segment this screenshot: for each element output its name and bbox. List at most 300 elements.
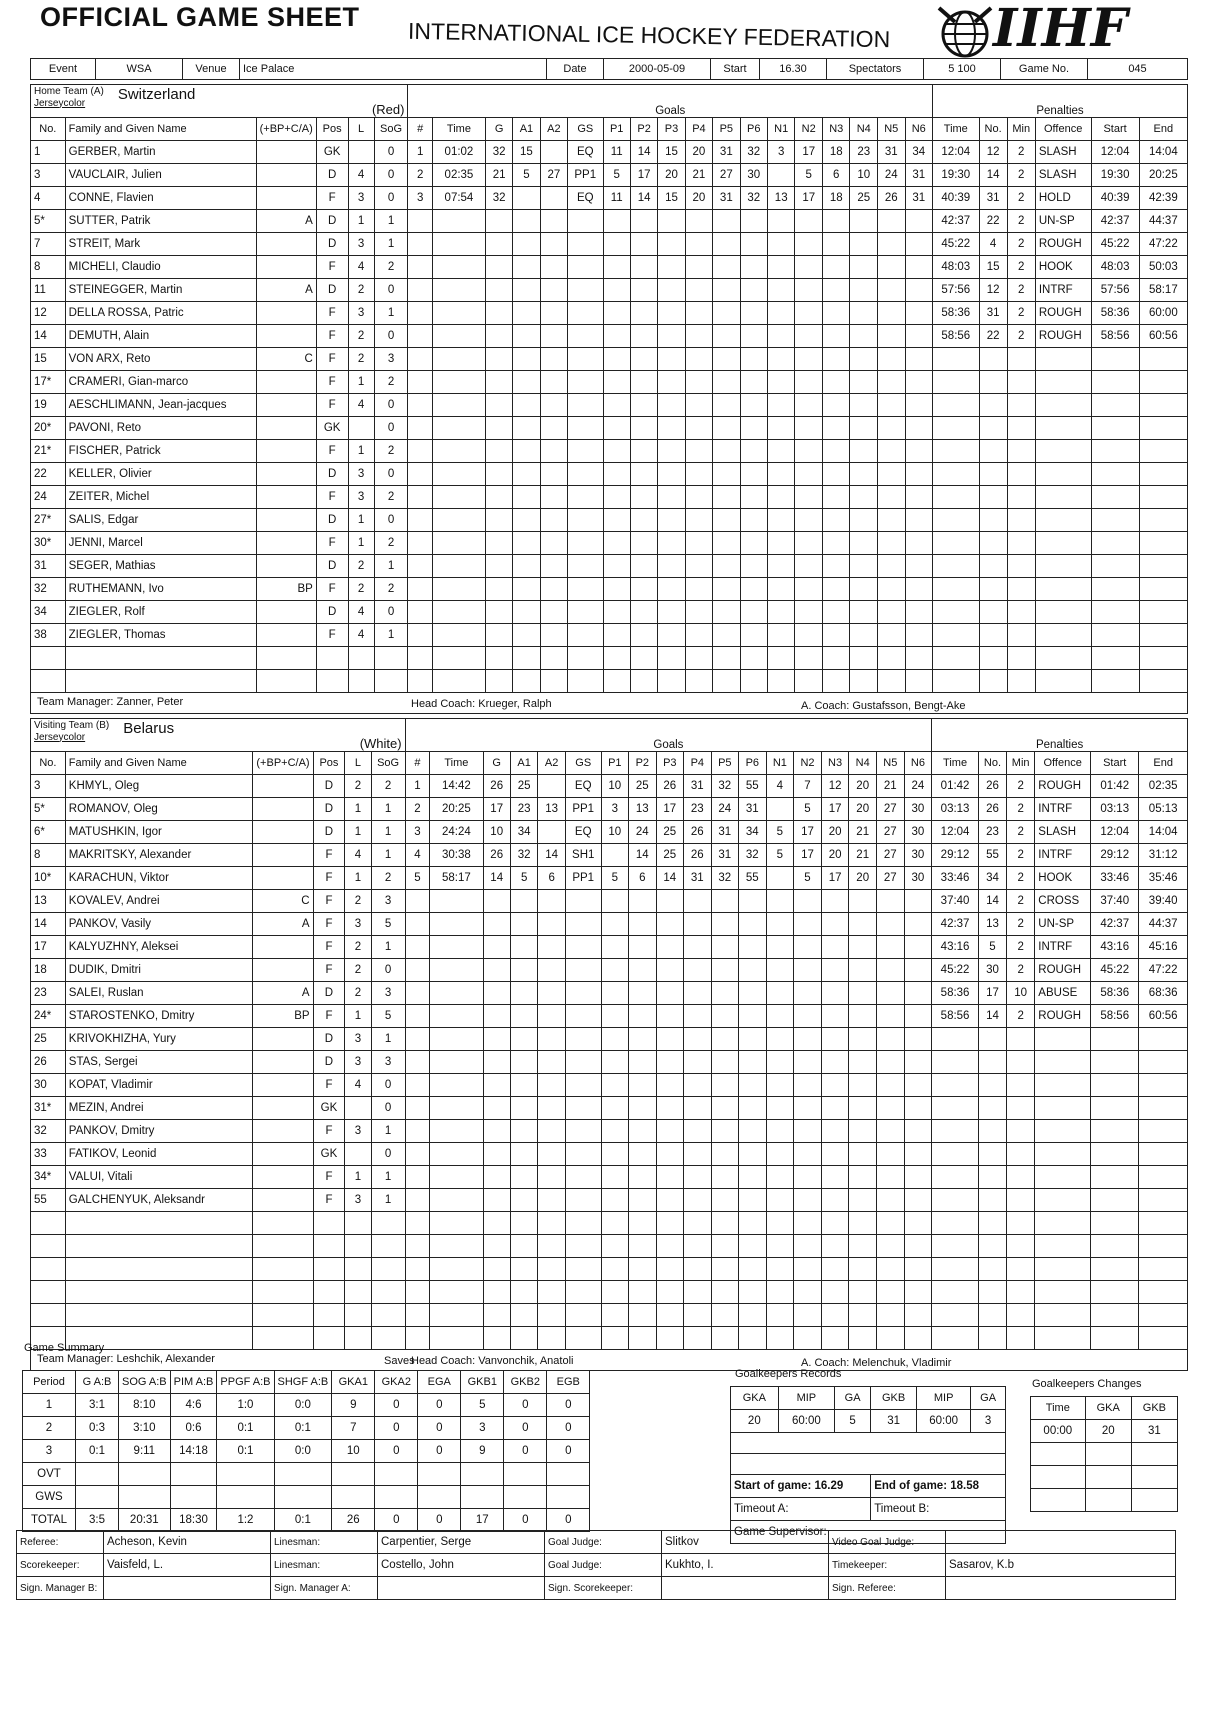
summary-cell [274, 1486, 332, 1509]
visit-player-pos [313, 1327, 345, 1350]
visit-goal-cell [766, 798, 794, 821]
visit-goal-cell [601, 982, 629, 1005]
visit-penalty-cell: 45:22 [1091, 959, 1139, 982]
visit-penalty-cell: 03:13 [932, 798, 979, 821]
visit-goal-cell [405, 1327, 430, 1350]
home-goal-cell: 24 [878, 164, 906, 187]
visit-goal-cell [877, 1074, 905, 1097]
home-goal-cell [568, 624, 603, 647]
visit-goal-cell [629, 913, 657, 936]
home-goal-cell [630, 509, 657, 532]
home-goal-cell: 21 [685, 164, 712, 187]
home-player-pos: D [316, 601, 348, 624]
visit-penalty-cell: 13 [978, 913, 1006, 936]
visit-goal-cell [510, 1074, 538, 1097]
gk-col-4: MIP [917, 1387, 971, 1410]
visit-penalty-cell: 55 [978, 844, 1006, 867]
home-goal-cell [485, 463, 512, 486]
visit-penalty-cell [1139, 1304, 1188, 1327]
home-col-gs: GS [568, 118, 603, 141]
home-goal-cell [540, 394, 567, 417]
visit-col-p1: P1 [601, 752, 629, 775]
home-goal-cell [905, 394, 933, 417]
visit-penalty-cell [1007, 1143, 1035, 1166]
home-goal-cell [513, 371, 540, 394]
home-goal-cell: 25 [850, 187, 878, 210]
visit-penalty-cell: 2 [1007, 890, 1035, 913]
goalkeepers-changes-label: Goalkeepers Changes [1032, 1378, 1142, 1390]
home-goal-cell [485, 417, 512, 440]
home-goal-cell [513, 624, 540, 647]
visit-player-role [253, 844, 313, 867]
goal-judge1-label: Goal Judge: [545, 1531, 662, 1554]
home-player-row [31, 647, 1188, 670]
home-player-l: 3 [348, 486, 374, 509]
home-penalty-cell [1035, 440, 1091, 463]
home-goal-cell [878, 302, 906, 325]
home-penalty-cell [1035, 371, 1091, 394]
visit-goal-cell [565, 890, 601, 913]
home-goal-cell [850, 302, 878, 325]
summary-cell: 0:1 [217, 1440, 274, 1463]
visit-player-pos: F [313, 867, 345, 890]
home-goal-cell [432, 624, 485, 647]
visit-player-l: 3 [345, 1189, 371, 1212]
home-goal-cell [432, 509, 485, 532]
visit-goal-cell [510, 959, 538, 982]
visit-goal-cell [405, 1143, 430, 1166]
home-player-role [256, 647, 316, 670]
visit-goal-cell [904, 1327, 932, 1350]
game-summary-table [22, 1370, 590, 1532]
visit-goal-cell [510, 982, 538, 1005]
home-goal-cell [850, 325, 878, 348]
home-player-pos: D [316, 164, 348, 187]
home-player-l: 2 [348, 578, 374, 601]
home-goal-cell [568, 578, 603, 601]
home-goal-cell [767, 302, 795, 325]
timeout-b: Timeout B: [871, 1498, 1006, 1521]
visit-penalty-cell [932, 1304, 979, 1327]
visit-goal-cell: 27 [877, 867, 905, 890]
visit-goal-cell [405, 982, 430, 1005]
home-goal-cell [485, 624, 512, 647]
home-goal-cell [905, 417, 933, 440]
home-player-role: BP [256, 578, 316, 601]
visit-penalty-cell: 37:40 [932, 890, 979, 913]
home-penalty-cell: 2 [1007, 187, 1035, 210]
visit-penalty-cell [1035, 1166, 1091, 1189]
home-goal-cell [513, 210, 540, 233]
visit-goal-cell [430, 890, 483, 913]
visit-player-name: STAS, Sergei [65, 1051, 253, 1074]
home-goal-cell [878, 463, 906, 486]
visit-penalty-cell: 2 [1007, 867, 1035, 890]
visit-goal-cell [684, 1005, 712, 1028]
home-goal-cell [513, 394, 540, 417]
home-penalty-cell [1035, 486, 1091, 509]
visit-penalty-cell [1091, 1028, 1139, 1051]
home-goal-cell [603, 348, 630, 371]
visit-goal-cell [601, 913, 629, 936]
home-player-pos: D [316, 463, 348, 486]
home-goal-cell [630, 417, 657, 440]
visit-goal-cell [483, 890, 510, 913]
home-penalty-cell: 60:56 [1139, 325, 1187, 348]
visit-goal-cell: 23 [510, 798, 538, 821]
visit-col-n5: N5 [877, 752, 905, 775]
visit-goal-cell [656, 1028, 684, 1051]
visit-goal-cell [629, 936, 657, 959]
home-penalty-cell: 45:22 [933, 233, 980, 256]
home-goal-cell [540, 555, 567, 578]
home-goal-cell: 32 [485, 141, 512, 164]
visit-goal-cell [794, 1166, 822, 1189]
home-goal-cell [568, 601, 603, 624]
visit-player-no: 23 [31, 982, 66, 1005]
visit-penalty-cell: 39:40 [1139, 890, 1188, 913]
home-goal-cell [630, 578, 657, 601]
visit-penalty-cell [1139, 1281, 1188, 1304]
visit-goal-cell [629, 1028, 657, 1051]
visit-goal-cell [405, 890, 430, 913]
visit-penalty-cell: 33:46 [932, 867, 979, 890]
visit-col-l: L [345, 752, 371, 775]
visit-player-l: 1 [345, 1166, 371, 1189]
home-goal-cell [658, 302, 685, 325]
visit-penalty-cell: ROUGH [1035, 1005, 1091, 1028]
home-goal-cell [850, 440, 878, 463]
visit-goal-cell [510, 1120, 538, 1143]
home-penalty-cell: 19:30 [933, 164, 980, 187]
summary-cell [418, 1463, 461, 1486]
visit-goal-cell: 7 [794, 775, 822, 798]
visit-goal-cell [430, 959, 483, 982]
home-player-row [31, 279, 1188, 302]
home-goal-cell [713, 348, 740, 371]
visit-goal-cell [656, 1005, 684, 1028]
visit-goal-cell [766, 913, 794, 936]
visit-goal-cell [684, 982, 712, 1005]
visit-goal-cell [877, 982, 905, 1005]
visit-goal-cell [877, 913, 905, 936]
home-goal-cell [767, 417, 795, 440]
summary-cell [332, 1463, 375, 1486]
visit-penalty-cell [1091, 1212, 1139, 1235]
visit-goal-cell [821, 959, 849, 982]
visit-goal-cell [601, 1235, 629, 1258]
home-goal-cell [822, 325, 850, 348]
visit-goal-cell [601, 844, 629, 867]
visit-goal-cell [849, 1235, 877, 1258]
home-col-num: # [408, 118, 432, 141]
home-goal-cell [658, 532, 685, 555]
home-goal-cell [767, 210, 795, 233]
summary-row [23, 1417, 590, 1440]
visit-goal-cell [766, 1097, 794, 1120]
home-goal-cell [740, 463, 767, 486]
home-penalty-cell [1139, 670, 1187, 693]
home-goal-cell [740, 647, 767, 670]
home-penalty-cell [933, 601, 980, 624]
visit-goal-cell [656, 1051, 684, 1074]
visit-col-offence: Offence [1035, 752, 1091, 775]
visit-goal-cell: 25 [510, 775, 538, 798]
home-goal-cell [905, 256, 933, 279]
visit-player-sog [371, 1212, 405, 1235]
home-goal-cell [485, 233, 512, 256]
game-supervisor: Game Supervisor: [731, 1521, 1006, 1544]
end-of-game: End of game: 18.58 [871, 1475, 1006, 1498]
visit-goal-cell [538, 1258, 566, 1281]
home-goal-cell [658, 394, 685, 417]
home-goal-cell [713, 578, 740, 601]
home-goal-cell [630, 279, 657, 302]
visit-player-no: 10* [31, 867, 66, 890]
visit-goal-cell [629, 1097, 657, 1120]
home-player-pos: D [316, 279, 348, 302]
home-goal-cell [658, 670, 685, 693]
visit-col-n6: N6 [904, 752, 932, 775]
visit-penalty-cell: SLASH [1035, 821, 1091, 844]
visit-goal-cell [849, 1143, 877, 1166]
visit-player-row [31, 798, 1188, 821]
home-goal-cell [850, 670, 878, 693]
visit-penalty-cell: ROUGH [1035, 775, 1091, 798]
summary-row [23, 1509, 590, 1532]
visit-goal-cell: 30 [904, 821, 932, 844]
venue-value: Ice Palace [240, 59, 547, 80]
home-goal-cell [408, 601, 432, 624]
home-goal-cell [540, 440, 567, 463]
home-penalty-cell: HOLD [1035, 187, 1091, 210]
home-penalty-cell: 2 [1007, 141, 1035, 164]
visit-goal-cell [565, 982, 601, 1005]
visit-goal-cell: 20 [821, 821, 849, 844]
home-player-sog: 0 [374, 164, 408, 187]
visit-penalty-cell [1035, 1120, 1091, 1143]
summary-cell: 1:2 [217, 1509, 274, 1532]
visit-goal-cell [565, 913, 601, 936]
home-goal-cell [713, 210, 740, 233]
visit-player-row [31, 1281, 1188, 1304]
visit-penalty-cell: 2 [1007, 798, 1035, 821]
home-goal-cell [630, 463, 657, 486]
linesman1-value: Carpentier, Serge [378, 1531, 545, 1554]
visit-col-num: # [405, 752, 430, 775]
home-goal-cell [432, 647, 485, 670]
home-penalty-cell [1139, 463, 1187, 486]
visit-goal-cell: 32 [711, 867, 739, 890]
officials-table [16, 1530, 1176, 1600]
home-goal-cell: 15 [513, 141, 540, 164]
visit-penalty-cell [1091, 1120, 1139, 1143]
home-goal-cell [767, 670, 795, 693]
visit-player-l [345, 1327, 371, 1350]
visit-goal-cell: 34 [510, 821, 538, 844]
visit-goal-cell: 14 [483, 867, 510, 890]
visit-goal-cell: 5 [766, 821, 794, 844]
home-goal-cell [568, 532, 603, 555]
visit-player-role [253, 1120, 313, 1143]
visit-player-pos: D [313, 775, 345, 798]
home-penalty-cell: 12 [979, 279, 1007, 302]
visit-col-n3: N3 [821, 752, 849, 775]
visit-goal-cell: 17 [483, 798, 510, 821]
visit-goal-cell [629, 1166, 657, 1189]
visit-goal-cell: 31 [711, 821, 739, 844]
home-goal-cell [408, 624, 432, 647]
home-col-role: (+BP+C/A) [256, 118, 316, 141]
home-goal-cell [850, 394, 878, 417]
home-goal-cell: 26 [878, 187, 906, 210]
visit-player-sog: 5 [371, 913, 405, 936]
visit-player-l: 3 [345, 913, 371, 936]
home-goal-cell [408, 578, 432, 601]
home-goal-cell [408, 279, 432, 302]
home-penalty-cell: 50:03 [1139, 256, 1187, 279]
home-goal-cell [485, 325, 512, 348]
home-goal-cell [767, 164, 795, 187]
summary-cell: 0 [504, 1394, 547, 1417]
visit-goal-cell [739, 1005, 767, 1028]
home-goal-cell [685, 509, 712, 532]
visit-goal-cell: 58:17 [430, 867, 483, 890]
visit-goal-cell [565, 1097, 601, 1120]
visit-goal-cell [684, 1258, 712, 1281]
home-penalty-cell [1035, 532, 1091, 555]
visit-col-n1: N1 [766, 752, 794, 775]
home-penalty-cell [933, 532, 980, 555]
start-of-game: Start of game: 16.29 [731, 1475, 871, 1498]
home-goal-cell [822, 555, 850, 578]
home-goal-cell: 10 [850, 164, 878, 187]
visit-goal-cell [483, 1281, 510, 1304]
visit-goal-cell [711, 982, 739, 1005]
visit-goal-cell [656, 1166, 684, 1189]
summary-cell: 20:31 [119, 1509, 171, 1532]
home-player-sog: 2 [374, 371, 408, 394]
visit-goal-cell [794, 1143, 822, 1166]
home-goal-cell [485, 486, 512, 509]
home-goal-cell [485, 279, 512, 302]
visit-goal-cell [430, 1212, 483, 1235]
timeout-a: Timeout A: [731, 1498, 871, 1521]
home-goal-cell [485, 210, 512, 233]
home-goal-cell [540, 348, 567, 371]
summary-cell [274, 1463, 332, 1486]
home-goal-cell [603, 325, 630, 348]
home-penalty-cell: ROUGH [1035, 233, 1091, 256]
home-goal-cell [540, 670, 567, 693]
home-col-p1: P1 [603, 118, 630, 141]
visit-goal-cell [483, 982, 510, 1005]
visit-player-name: KRIVOKHIZHA, Yury [65, 1028, 253, 1051]
home-goal-cell [540, 302, 567, 325]
visit-goal-cell [766, 890, 794, 913]
visit-col-pos: Pos [313, 752, 345, 775]
visit-player-no: 34* [31, 1166, 66, 1189]
home-goal-cell: 20 [685, 187, 712, 210]
home-player-sog [374, 670, 408, 693]
home-goal-cell [713, 555, 740, 578]
visit-goal-cell [711, 1212, 739, 1235]
visit-penalty-cell [1091, 1281, 1139, 1304]
visit-goal-cell [510, 1281, 538, 1304]
visit-goal-cell [656, 959, 684, 982]
home-col-pstart: Start [1091, 118, 1139, 141]
home-goal-cell [905, 325, 933, 348]
visit-goal-cell [877, 1028, 905, 1051]
home-goal-cell [513, 256, 540, 279]
visit-goal-cell [684, 1235, 712, 1258]
home-col-p3: P3 [658, 118, 685, 141]
visit-penalty-cell [978, 1074, 1006, 1097]
visit-goal-cell [601, 1327, 629, 1350]
home-player-row [31, 463, 1188, 486]
home-goal-cell [878, 578, 906, 601]
visit-goal-cell [794, 959, 822, 982]
summary-cell: 0:1 [274, 1509, 332, 1532]
home-goal-cell [795, 509, 823, 532]
visit-player-role [253, 1258, 313, 1281]
home-goal-cell [795, 647, 823, 670]
visit-goal-cell [538, 821, 566, 844]
home-goal-cell [767, 578, 795, 601]
home-goal-cell [513, 348, 540, 371]
visit-player-row [31, 1235, 1188, 1258]
home-goal-cell [540, 601, 567, 624]
visit-goal-cell [821, 1327, 849, 1350]
home-goal-cell: 01:02 [432, 141, 485, 164]
home-goal-cell [658, 417, 685, 440]
visit-goal-cell: 13 [629, 798, 657, 821]
gameno-value: 045 [1088, 59, 1188, 80]
home-team-label [31, 85, 408, 118]
visit-goal-cell [565, 959, 601, 982]
summary-cell [461, 1486, 504, 1509]
visit-goal-cell [538, 1189, 566, 1212]
visit-penalty-cell: 5 [978, 936, 1006, 959]
home-col-a1: A1 [513, 118, 540, 141]
visit-penalty-cell: 26 [978, 798, 1006, 821]
visit-goal-cell [629, 1074, 657, 1097]
home-goal-cell [603, 647, 630, 670]
home-player-row [31, 141, 1188, 164]
home-player-name: SALIS, Edgar [65, 509, 256, 532]
visit-goal-cell [684, 1189, 712, 1212]
home-goal-cell [878, 348, 906, 371]
visit-goal-cell [483, 913, 510, 936]
visit-staff-row [30, 1350, 1188, 1371]
visit-penalty-cell [932, 1281, 979, 1304]
visit-goal-cell [510, 1212, 538, 1235]
visit-goal-cell [821, 1212, 849, 1235]
visit-goal-cell [766, 1304, 794, 1327]
home-goal-cell [568, 279, 603, 302]
visit-goal-cell [904, 1051, 932, 1074]
home-penalty-cell: 2 [1007, 279, 1035, 302]
home-goal-cell [485, 394, 512, 417]
home-player-l: 1 [348, 210, 374, 233]
home-goal-cell [878, 440, 906, 463]
home-goal-cell [685, 302, 712, 325]
home-goal-cell: EQ [568, 187, 603, 210]
home-goal-cell [713, 440, 740, 463]
visit-penalty-cell: 45:16 [1139, 936, 1188, 959]
visit-goal-cell [430, 936, 483, 959]
visit-goal-cell [565, 1189, 601, 1212]
